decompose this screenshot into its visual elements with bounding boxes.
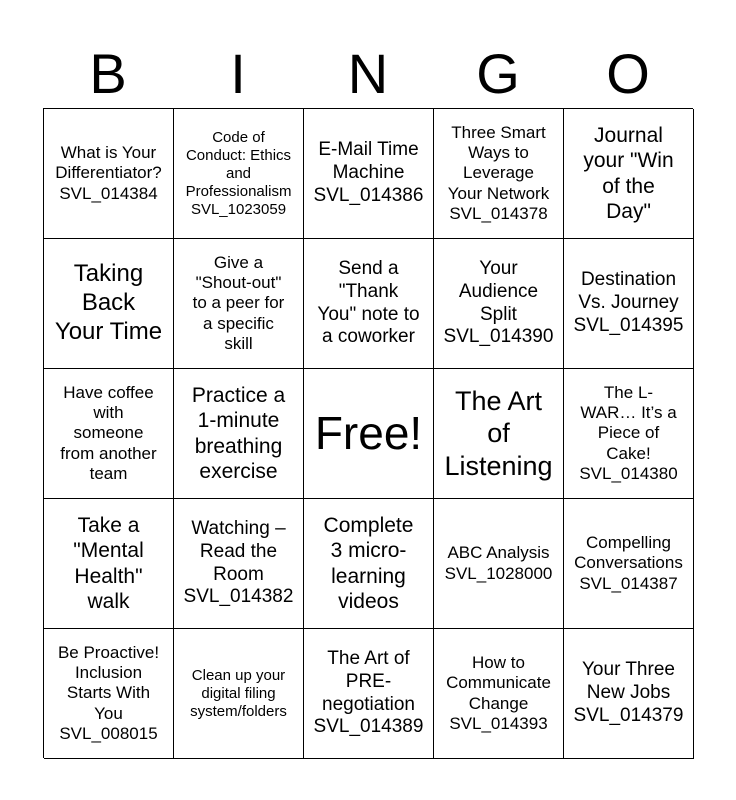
- bingo-cell-r3-c4[interactable]: The Art of Listening: [434, 369, 564, 499]
- bingo-cell-r4-c3[interactable]: Complete 3 micro- learning videos: [304, 499, 434, 629]
- bingo-cell-r4-c1[interactable]: Take a "Mental Health" walk: [44, 499, 174, 629]
- bingo-cell-r1-c4[interactable]: Three Smart Ways to Leverage Your Network SVL_014378: [434, 109, 564, 239]
- bingo-cell-r5-c3[interactable]: The Art of PRE- negotiation SVL_014389: [304, 629, 434, 759]
- bingo-cell-r1-c1[interactable]: What is Your Differentiator? SVL_014384: [44, 109, 174, 239]
- header-letter-o: O: [606, 42, 650, 105]
- header-letter-g: G: [476, 42, 520, 105]
- bingo-cell-r2-c3[interactable]: Send a "Thank You" note to a coworker: [304, 239, 434, 369]
- bingo-cell-r3-c2[interactable]: Practice a 1-minute breathing exercise: [174, 369, 304, 499]
- bingo-cell-r4-c5[interactable]: Compelling Conversations SVL_014387: [564, 499, 694, 629]
- bingo-cell-r3-c5[interactable]: The L- WAR… It’s a Piece of Cake! SVL_014380: [564, 369, 694, 499]
- header-letter-i: I: [230, 42, 246, 105]
- bingo-cell-r1-c2[interactable]: Code of Conduct: Ethics and Professionalism SVL_1023059: [174, 109, 304, 239]
- bingo-cell-r2-c2[interactable]: Give a "Shout-out" to a peer for a specific skill: [174, 239, 304, 369]
- bingo-cell-r3-c1[interactable]: Have coffee with someone from another team: [44, 369, 174, 499]
- bingo-cell-r5-c1[interactable]: Be Proactive! Inclusion Starts With You SVL_008015: [44, 629, 174, 759]
- bingo-cell-r5-c2[interactable]: Clean up your digital filing system/folders: [174, 629, 304, 759]
- bingo-cell-free[interactable]: Free!: [304, 369, 434, 499]
- bingo-cell-r1-c3[interactable]: E-Mail Time Machine SVL_014386: [304, 109, 434, 239]
- bingo-cell-r4-c4[interactable]: ABC Analysis SVL_1028000: [434, 499, 564, 629]
- bingo-cell-r2-c1[interactable]: Taking Back Your Time: [44, 239, 174, 369]
- header-letter-b: B: [89, 42, 127, 105]
- bingo-cell-r2-c5[interactable]: Destination Vs. Journey SVL_014395: [564, 239, 694, 369]
- bingo-cell-r5-c5[interactable]: Your Three New Jobs SVL_014379: [564, 629, 694, 759]
- bingo-header: [43, 40, 693, 108]
- header-letter-n: N: [347, 42, 389, 105]
- bingo-cell-r5-c4[interactable]: How to Communicate Change SVL_014393: [434, 629, 564, 759]
- bingo-cell-r1-c5[interactable]: Journal your "Win of the Day": [564, 109, 694, 239]
- bingo-cell-r4-c2[interactable]: Watching – Read the Room SVL_014382: [174, 499, 304, 629]
- bingo-card-grid: [43, 108, 693, 758]
- bingo-cell-r2-c4[interactable]: Your Audience Split SVL_014390: [434, 239, 564, 369]
